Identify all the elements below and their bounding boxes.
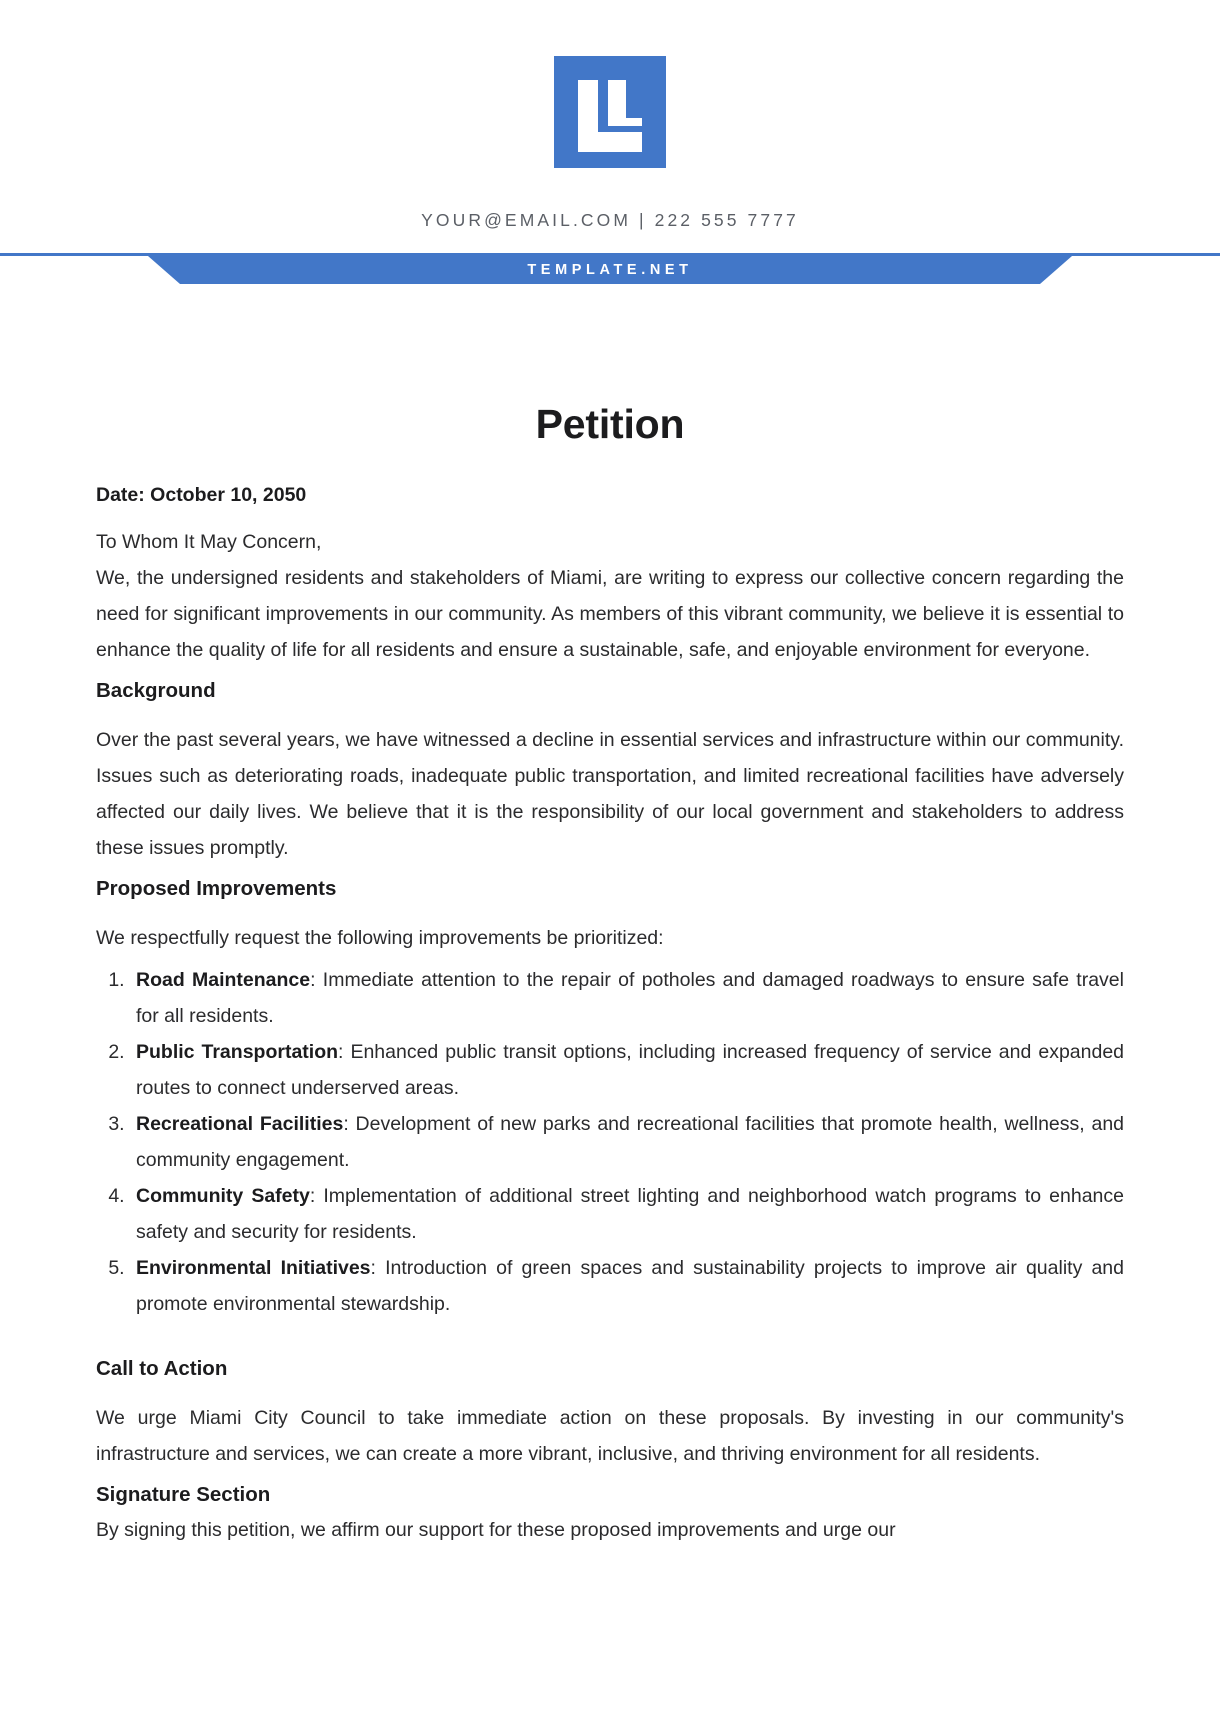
list-item: [130, 1106, 1124, 1178]
improvements-lead-in: We respectfully request the following improvements be prioritized:: [96, 926, 664, 949]
contact-info: YOUR@EMAIL.COM | 222 555 7777: [421, 210, 799, 230]
list-item-term: Community Safety: [136, 1184, 310, 1207]
logo-container: [0, 56, 1220, 168]
header-divider-band: [0, 253, 1220, 289]
list-item-term: Recreational Facilities: [136, 1112, 344, 1135]
signature-section-paragraph: By signing this petition, we affirm our support for these proposed improvements and urge our: [96, 1518, 896, 1541]
document-header: [0, 0, 1220, 289]
section-heading-call-to-action: Call to Action: [96, 1356, 228, 1380]
list-item-text: : Development of new parks and recreational facilities that promote health, wellness, and community engagement.: [136, 1112, 1125, 1171]
list-item: [130, 1178, 1124, 1250]
date-line: Date: October 10, 2050: [96, 484, 307, 506]
list-item-term: Public Transportation: [136, 1040, 339, 1063]
list-item: [130, 1250, 1124, 1322]
salutation: To Whom It May Concern,: [96, 530, 322, 553]
list-item: [130, 1034, 1124, 1106]
page-title: Petition: [535, 401, 685, 447]
list-item-text: : Enhanced public transit options, including increased frequency of service and expanded routes to connect underserved areas.: [136, 1040, 1125, 1099]
intro-paragraph: We, the undersigned residents and stakeholders of Miami, are writing to express our collective concern regarding the need for significant improvements in our community. As members of this vibrant community, we believe it is essential to enhance the quality of life for all residents and ensure a sustainable, safe, and enjoyable environment for everyone.: [96, 566, 1124, 661]
background-paragraph: Over the past several years, we have witnessed a decline in essential services and infrastructure within our community. Issues such as deteriorating roads, inadequate public transportation, and limited recreational facilities have adversely affected our daily lives. We believe that it is the responsibility of our local government and stakeholders to address these issues promptly.: [96, 728, 1124, 859]
section-heading-background: Background: [96, 678, 216, 702]
list-item-term: Road Maintenance: [136, 968, 311, 991]
banner-label: TEMPLATE.NET: [527, 262, 693, 278]
improvements-list: [96, 962, 1124, 1322]
document-body: [0, 401, 1220, 1548]
list-item-text: : Immediate attention to the repair of potholes and damaged roadways to ensure safe travel for all residents.: [136, 968, 1124, 1027]
list-item-text: : Implementation of additional street lighting and neighborhood watch programs to enhance safety and security for residents.: [136, 1184, 1124, 1243]
brand-logo-icon: [554, 56, 666, 168]
list-item: [130, 962, 1124, 1034]
template-banner: [0, 256, 1220, 284]
call-to-action-paragraph: We urge Miami City Council to take immediate action on these proposals. By investing in our community's infrastructure and services, we can create a more vibrant, inclusive, and thriving environment for all residents.: [96, 1406, 1124, 1465]
section-heading-signature-section: Signature Section: [96, 1482, 271, 1506]
list-item-text: : Introduction of green spaces and sustainability projects to improve air quality and promote environmental stewardship.: [136, 1256, 1124, 1315]
section-heading-proposed-improvements: Proposed Improvements: [96, 876, 337, 900]
list-item-term: Environmental Initiatives: [136, 1256, 371, 1279]
